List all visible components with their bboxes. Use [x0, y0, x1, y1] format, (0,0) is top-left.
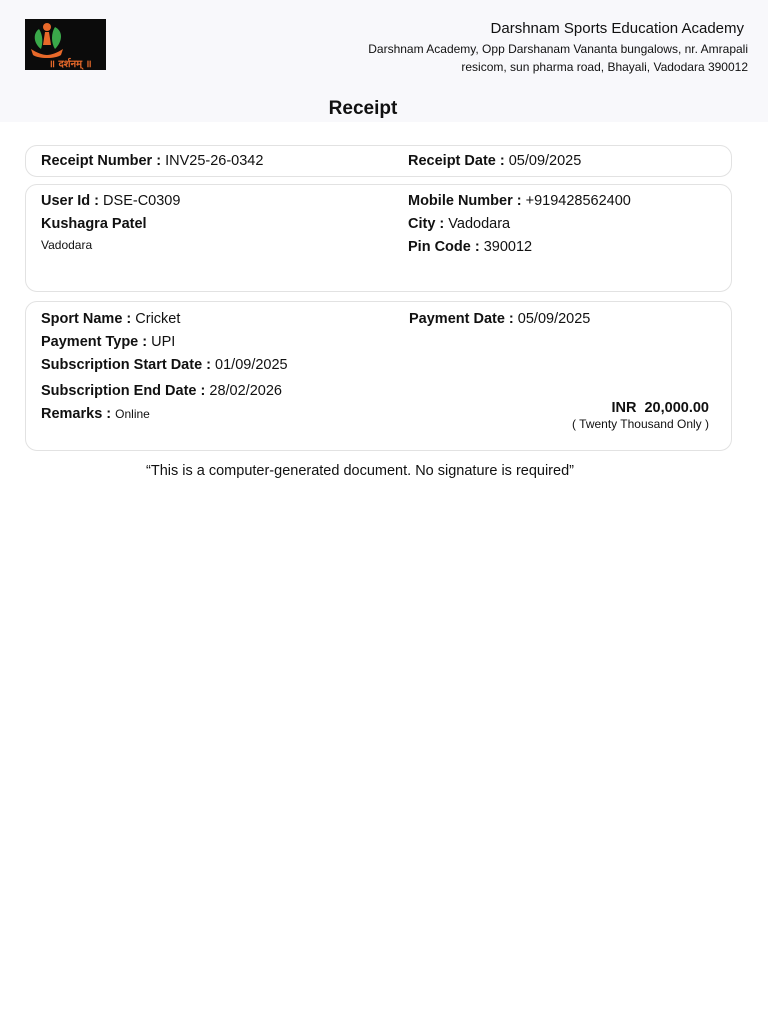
- mobile-number: [408, 193, 631, 209]
- amount-value: 20,000.00: [644, 400, 709, 416]
- receipt-number-label: Receipt Number :: [41, 153, 162, 169]
- user-name: Kushagra Patel: [41, 216, 147, 232]
- remarks-value: Online: [115, 407, 150, 421]
- subscription-end-value: 28/02/2026: [209, 383, 282, 399]
- subscription-end-label: Subscription End Date :: [41, 383, 206, 399]
- subscription-start-value: 01/09/2025: [215, 357, 288, 373]
- mobile-number-value: +919428562400: [525, 193, 631, 209]
- sport-name: [41, 311, 180, 327]
- remarks: [41, 406, 150, 422]
- receipt-date-value: 05/09/2025: [508, 153, 582, 169]
- academy-name: Darshnam Sports Education Academy: [490, 20, 744, 37]
- receipt-date-label: Receipt Date :: [408, 153, 505, 169]
- mobile-number-label: Mobile Number :: [408, 193, 522, 209]
- payment-date: [409, 311, 590, 327]
- amount-in-words: ( Twenty Thousand Only ): [572, 417, 709, 431]
- pin-code: [408, 239, 532, 255]
- page-title: Receipt: [328, 98, 398, 119]
- user-details-card: [25, 184, 732, 292]
- footer-note: “This is a computer-generated document. No signature is required”: [146, 463, 574, 479]
- receipt-info-card: [25, 145, 732, 177]
- pin-code-value: 390012: [483, 239, 533, 255]
- amount-total: [611, 400, 709, 416]
- user-id-value: DSE-C0309: [103, 193, 181, 209]
- payment-type-label: Payment Type :: [41, 334, 148, 350]
- amount-currency: INR: [611, 400, 637, 416]
- sport-name-value: Cricket: [135, 311, 181, 327]
- user-id-label: User Id :: [41, 193, 100, 209]
- city-value: Vadodara: [448, 216, 511, 232]
- academy-address: Darshnam Academy, Opp Darshanam Vananta bungalows, nr. Amrapali resicom, sun pharma road, Bhayali, Vadodara 390012: [368, 42, 748, 74]
- receipt-number: [41, 153, 263, 169]
- user-id: [41, 193, 180, 209]
- subscription-start-label: Subscription Start Date :: [41, 357, 211, 373]
- subscription-start-date: [41, 357, 288, 373]
- payment-details-card: [25, 301, 732, 451]
- user-address: Vadodara: [41, 238, 93, 252]
- payment-type-value: UPI: [151, 334, 176, 350]
- receipt-date: [408, 153, 581, 169]
- payment-type: [41, 334, 175, 350]
- remarks-label: Remarks :: [41, 406, 112, 422]
- payment-date-value: 05/09/2025: [517, 311, 591, 327]
- receipt-number-value: INV25-26-0342: [165, 153, 264, 169]
- pin-code-label: Pin Code :: [408, 239, 480, 255]
- subscription-end-date: [41, 383, 282, 399]
- logo-text: ॥ दर्शनम् ॥: [49, 59, 92, 70]
- payment-date-label: Payment Date :: [409, 311, 514, 327]
- city: [408, 216, 510, 232]
- sport-name-label: Sport Name :: [41, 311, 132, 327]
- academy-logo: [25, 19, 106, 70]
- city-label: City :: [408, 216, 445, 232]
